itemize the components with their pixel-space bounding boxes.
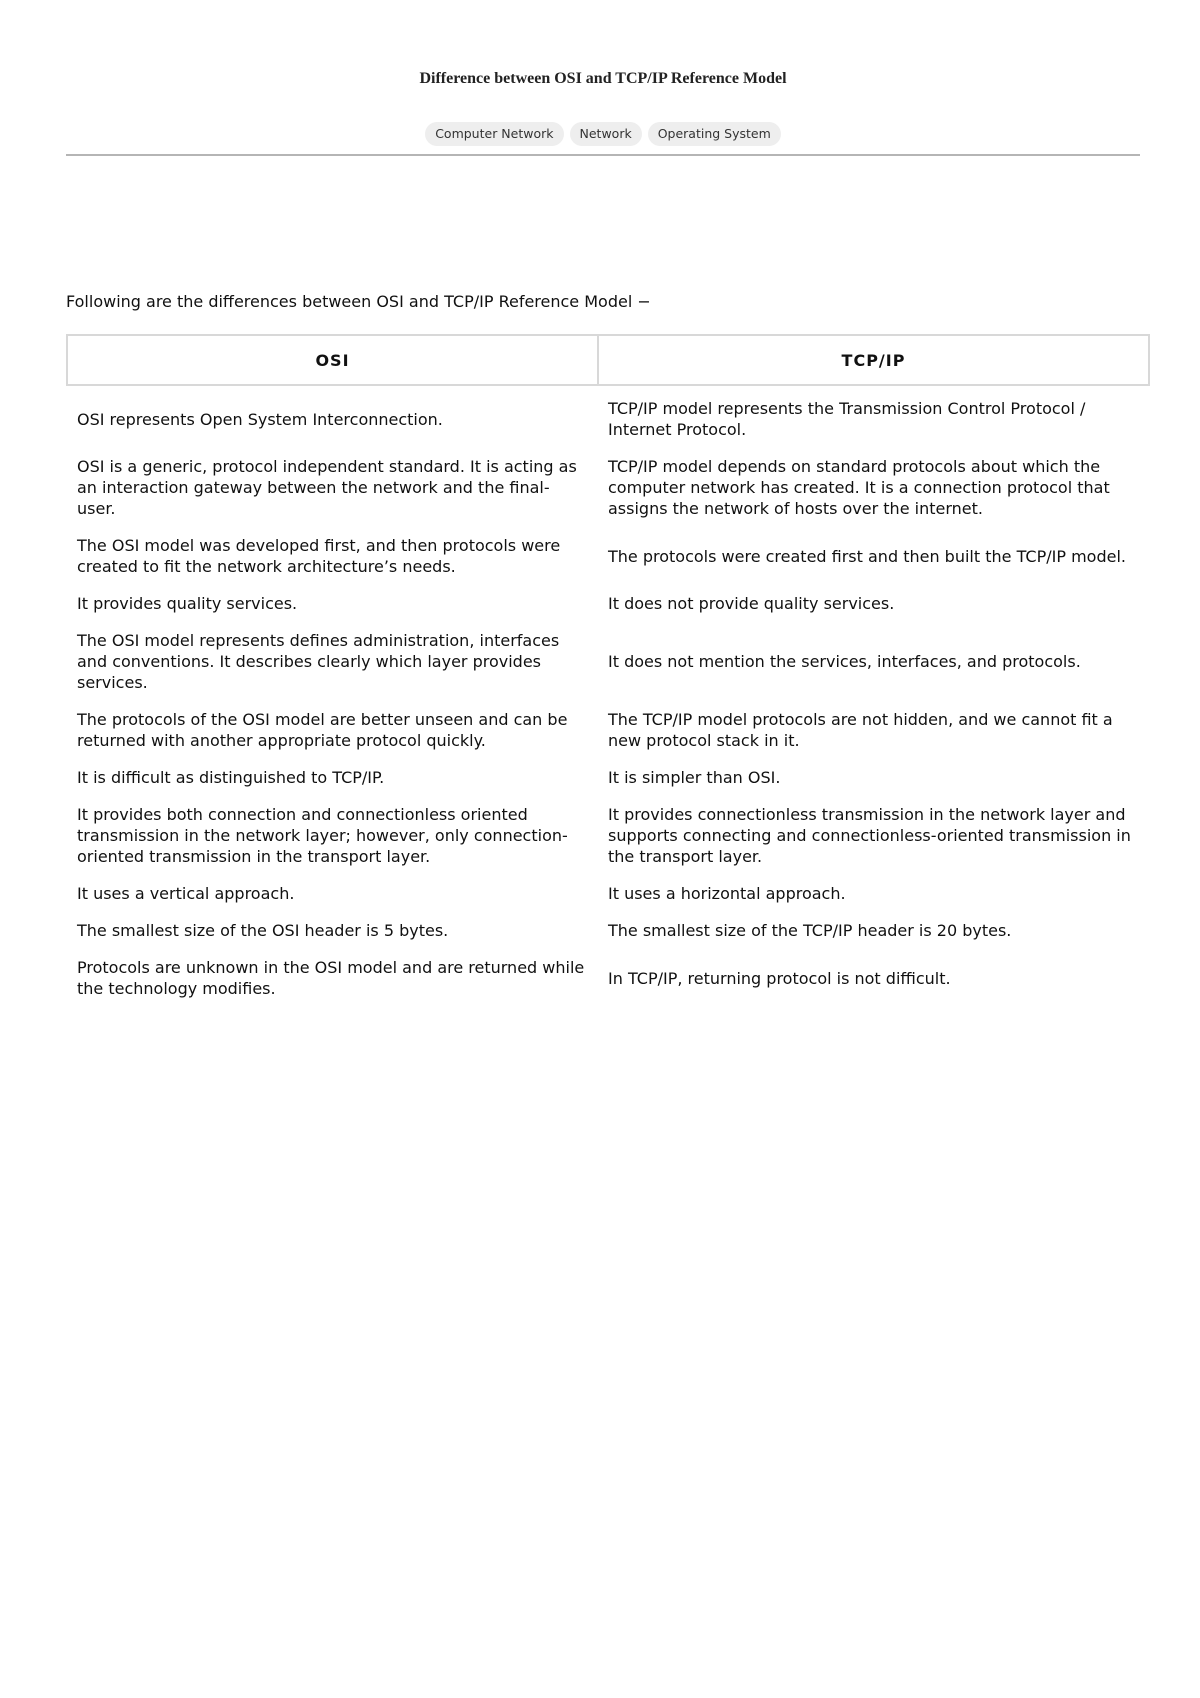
tcpip-cell: It does not mention the services, interfaces, and protocols. xyxy=(608,652,1081,671)
tcpip-cell: TCP/IP model depends on standard protocols about which the computer network has created. It is a connection protocol that assigns the network of hosts over the internet. xyxy=(608,457,1110,518)
table-row xyxy=(67,448,1149,527)
table-header-row xyxy=(67,335,1149,385)
tcpip-cell: TCP/IP model represents the Transmission Control Protocol / Internet Protocol. xyxy=(608,399,1086,439)
table-row xyxy=(67,949,1149,1007)
osi-cell: The smallest size of the OSI header is 5 bytes. xyxy=(77,921,449,940)
osi-cell: Protocols are unknown in the OSI model and are returned while the technology modifies. xyxy=(77,958,585,998)
tag-computer-network[interactable]: Computer Network xyxy=(425,122,563,146)
osi-cell: OSI is a generic, protocol independent standard. It is acting as an interaction gateway between the network and the final-user. xyxy=(77,457,577,518)
osi-cell: It uses a vertical approach. xyxy=(77,884,295,903)
tcpip-cell: The smallest size of the TCP/IP header is 20 bytes. xyxy=(608,921,1012,940)
tag-operating-system[interactable]: Operating System xyxy=(648,122,781,146)
table-row xyxy=(67,585,1149,622)
osi-cell: OSI represents Open System Interconnection. xyxy=(77,409,443,429)
tag-list xyxy=(66,122,1140,146)
header-tcpip: TCP/IP xyxy=(598,335,1149,385)
osi-cell: The protocols of the OSI model are better unseen and can be returned with another appropriate protocol quickly. xyxy=(77,710,568,750)
osi-cell: It is difficult as distinguished to TCP/IP. xyxy=(77,768,385,787)
title-divider xyxy=(66,154,1140,156)
osi-cell: It provides quality services. xyxy=(77,594,298,613)
table-row xyxy=(67,912,1149,949)
table-row xyxy=(67,527,1149,585)
intro-paragraph: Following are the differences between OSI and TCP/IP Reference Model − xyxy=(66,292,651,311)
table-row xyxy=(67,796,1149,875)
tcpip-cell: It does not provide quality services. xyxy=(608,594,895,613)
table-row xyxy=(67,622,1149,701)
osi-cell: The OSI model was developed first, and then protocols were created to fit the network architecture’s needs. xyxy=(77,536,561,576)
header-osi: OSI xyxy=(67,335,598,385)
table-row xyxy=(67,875,1149,912)
comparison-table xyxy=(66,334,1150,1007)
osi-cell: It provides both connection and connectionless oriented transmission in the network layer; however, only connection-oriented transmission in the transport layer. xyxy=(77,805,568,866)
tcpip-cell: The protocols were created first and then built the TCP/IP model. xyxy=(608,546,1126,566)
tcpip-cell: It uses a horizontal approach. xyxy=(608,884,846,903)
osi-cell: The OSI model represents defines administration, interfaces and conventions. It describes clearly which layer provides services. xyxy=(77,631,560,692)
page-title: Difference between OSI and TCP/IP Reference Model xyxy=(419,70,787,87)
table-row xyxy=(67,701,1149,759)
table-row xyxy=(67,385,1149,448)
table-row xyxy=(67,759,1149,796)
tag-network[interactable]: Network xyxy=(570,122,642,146)
tcpip-cell: It is simpler than OSI. xyxy=(608,768,781,787)
tcpip-cell: The TCP/IP model protocols are not hidden, and we cannot fit a new protocol stack in it. xyxy=(608,710,1113,750)
tcpip-cell: In TCP/IP, returning protocol is not difficult. xyxy=(608,968,951,988)
tcpip-cell: It provides connectionless transmission in the network layer and supports connecting and connectionless-oriented transmission in the transport layer. xyxy=(608,805,1131,866)
